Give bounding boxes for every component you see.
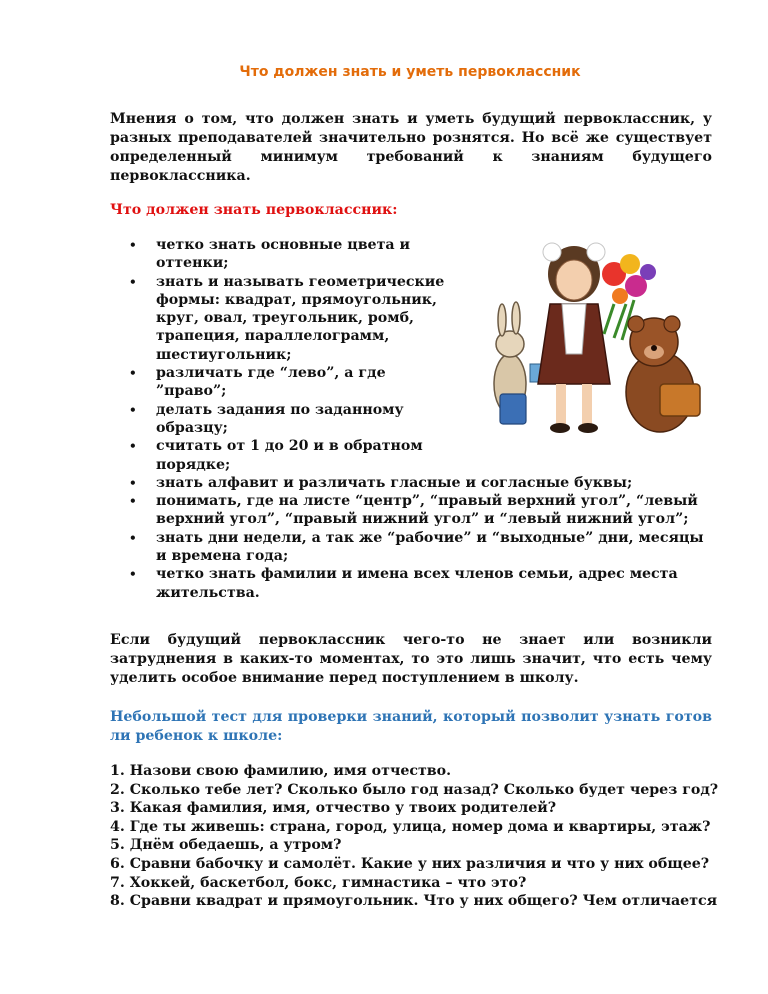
question-item: 2. Сколько тебе лет? Сколько было год назад? Сколько будет через год? [110, 781, 719, 798]
list-item [110, 364, 456, 401]
question-item: 4. Где ты живешь: страна, город, улица, номер дома и квартиры, этаж? [110, 818, 711, 835]
list-item [110, 474, 712, 492]
test-heading: Небольшой тест для проверки знаний, который позволит узнать готов ли ребенок к школе: [110, 709, 712, 744]
list-item-text: понимать, где на листе “центр”, “правый верхний угол”, “левый верхний угол”, “правый нижний угол” и “левый нижний угол”; [156, 493, 698, 528]
list-item-text: различать где “лево”, а где ”право”; [156, 365, 386, 400]
bullet-icon: • [129, 402, 137, 417]
question-item: 8. Сравни квадрат и прямоугольник. Что у них общего? Чем отличается [110, 893, 718, 910]
question-item: 7. Хоккей, баскетбол, бокс, гимнастика – что это? [110, 874, 527, 891]
list-item [110, 401, 456, 438]
question-item: 3. Какая фамилия, имя, отчество у твоих родителей? [110, 800, 557, 817]
list-item-text: знать алфавит и различать гласные и согласные буквы; [156, 474, 633, 491]
bullet-icon: • [129, 567, 137, 582]
list-item-text: знать и называть геометрические формы: квадрат, прямоугольник, круг, овал, треугольник, ромб, трапеция, параллелограмм, шестиугольник; [156, 273, 445, 363]
know-heading: Что должен знать первоклассник: [110, 202, 398, 218]
question-item: 6. Сравни бабочку и самолёт. Какие у них различия и что у них общее? [110, 855, 710, 872]
list-item-text: знать дни недели, а так же “рабочие” и “выходные” дни, месяцы и времена года; [156, 529, 704, 565]
list-item-text: четко знать фамилии и имена всех членов семьи, адрес места жительства. [156, 566, 678, 601]
conclusion-paragraph: Если будущий первоклассник чего-то не знает или возникли затруднения в каких-то моментах, то это лишь значит, что есть чему уделить особое внимание перед поступлением в школу. [110, 632, 712, 686]
list-item-text: делать задания по заданному образцу; [156, 401, 404, 436]
girl-figure [538, 243, 610, 433]
list-item [110, 565, 712, 602]
bullet-icon: • [129, 439, 137, 454]
questions-list [110, 762, 720, 911]
bullet-icon: • [129, 530, 137, 545]
bullet-icon: • [129, 475, 137, 490]
intro-paragraph: Мнения о том, что должен знать и уметь будущий первоклассник, у разных преподавателей значительно рознятся. Но всё же существует определенный минимум требований к знаниям будущего первоклассника. [110, 111, 712, 184]
list-item [110, 492, 712, 529]
list-item [110, 236, 456, 273]
bullet-icon: • [129, 274, 137, 289]
bunny-figure [494, 302, 544, 424]
list-item [110, 437, 456, 474]
list-item [110, 273, 456, 364]
question-item: 5. Днём обедаешь, а утром? [110, 837, 342, 854]
page-title: Что должен знать и уметь первоклассник [239, 64, 581, 80]
bear-figure [626, 316, 700, 432]
bullet-icon: • [129, 494, 137, 509]
bullet-icon: • [129, 366, 137, 381]
question-item: 1. Назови свою фамилию, имя отчество. [110, 763, 452, 779]
list-item-text: четко знать основные цвета и оттенки; [156, 237, 411, 272]
bullet-icon: • [129, 238, 137, 252]
schoolgirl-illustration [464, 234, 714, 456]
list-item [110, 529, 712, 566]
list-item-text: считать от 1 до 20 и в обратном порядке; [156, 438, 423, 473]
